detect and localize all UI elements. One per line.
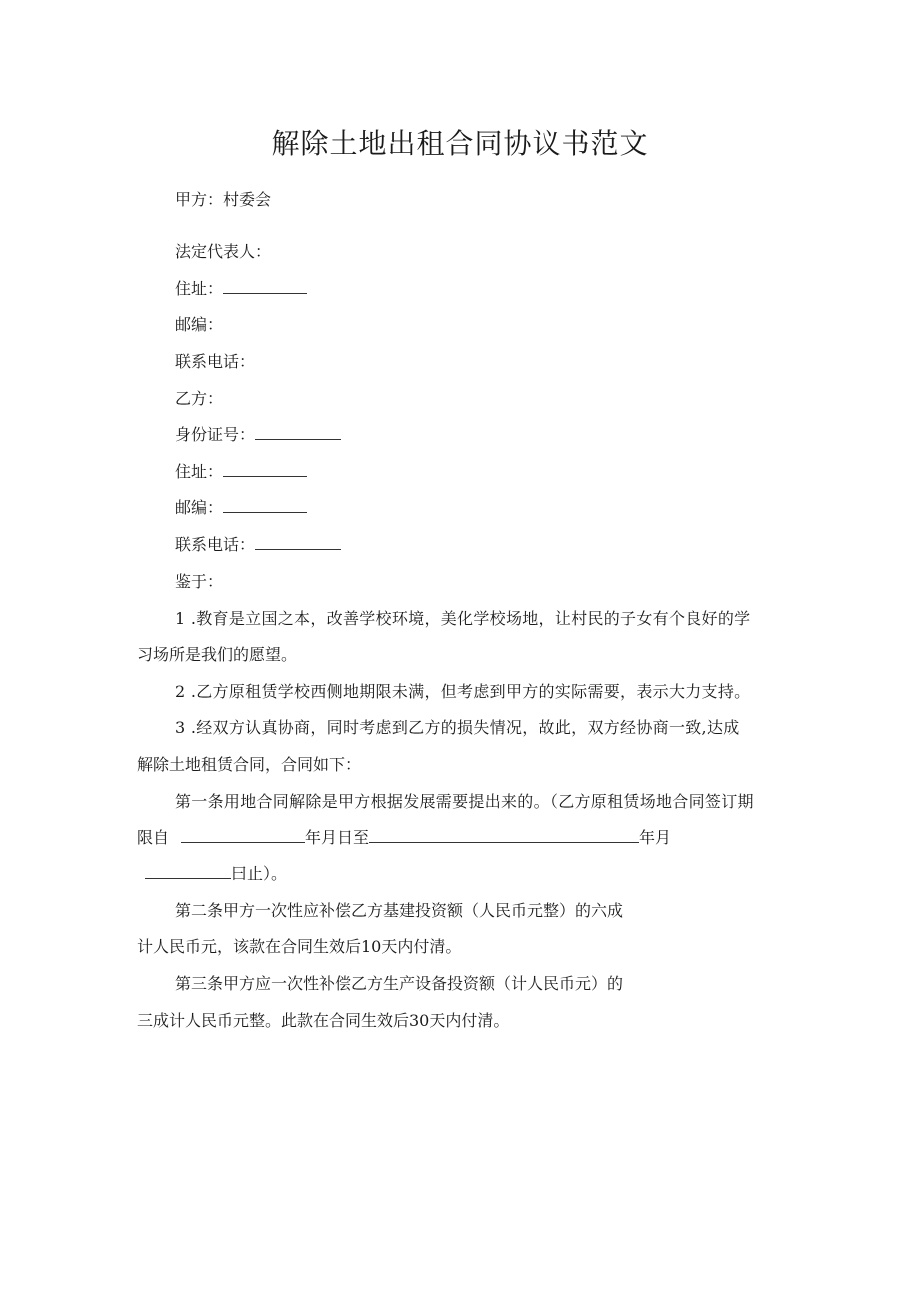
article-1-end-blank bbox=[369, 827, 639, 843]
article-1-start-blank bbox=[181, 827, 305, 843]
item-3-line-1: 3 .经双方认真协商，同时考虑到乙方的损失情况，故此，双方经协商一致,达成 bbox=[175, 718, 740, 737]
article-2-line-1: 第二条甲方一次性应补偿乙方基建投资额（人民币元整）的六成 bbox=[175, 901, 624, 920]
party-a-postcode: 邮编： bbox=[175, 315, 224, 334]
party-b-id bbox=[175, 423, 341, 447]
whereas-label: 鉴于： bbox=[175, 572, 224, 591]
item-3-line-2: 解除土地租赁合同，合同如下： bbox=[137, 755, 362, 774]
party-a-legal-rep: 法定代表人： bbox=[175, 242, 272, 261]
party-b-postcode-label: 邮编： bbox=[175, 498, 224, 517]
party-a-address-label: 住址： bbox=[175, 279, 224, 298]
document-title: 解除土地出租合同协议书范文 bbox=[271, 127, 649, 160]
party-b-address-label: 住址： bbox=[175, 462, 224, 481]
article-2-line-2: 计人民币元，该款在合同生效后10天内付清。 bbox=[137, 937, 462, 956]
party-b-address bbox=[175, 460, 307, 484]
party-a-address-blank bbox=[223, 278, 307, 294]
party-b-address-blank bbox=[223, 461, 307, 477]
article-3-line-1: 第三条甲方应一次性补偿乙方生产设备投资额（计人民币元）的 bbox=[175, 974, 624, 993]
party-a-phone: 联系电话： bbox=[175, 352, 256, 371]
article-3-line-2: 三成计人民币元整。此款在合同生效后30天内付清。 bbox=[137, 1011, 510, 1030]
party-b-line: 乙方： bbox=[175, 389, 224, 408]
item-2-line-1: 2 .乙方原租赁学校西侧地期限未满，但考虑到甲方的实际需要，表示大力支持。 bbox=[175, 682, 751, 701]
article-1-year-month: 年月 bbox=[639, 828, 672, 847]
party-a-line: 甲方：村委会 bbox=[175, 190, 272, 209]
party-b-phone-label: 联系电话： bbox=[175, 535, 256, 554]
party-a-address bbox=[175, 277, 307, 301]
article-1-end-text: 曰止）。 bbox=[231, 864, 288, 883]
party-b-postcode bbox=[175, 496, 307, 520]
article-1-line-2 bbox=[137, 826, 671, 850]
party-b-postcode-blank bbox=[223, 497, 307, 513]
article-1-line-1: 第一条用地合同解除是甲方根据发展需要提出来的。（乙方原租赁场地合同签订期 bbox=[175, 792, 754, 811]
party-b-phone-blank bbox=[255, 534, 341, 550]
article-1-line-3 bbox=[145, 862, 287, 886]
party-b-id-label: 身份证号： bbox=[175, 425, 256, 444]
party-b-phone bbox=[175, 533, 341, 557]
item-1-line-1: 1 .教育是立国之本，改善学校环境，美化学校场地，让村民的子女有个良好的学 bbox=[175, 609, 751, 628]
article-1-date-mid: 年月日至 bbox=[305, 828, 370, 847]
party-b-id-blank bbox=[255, 424, 341, 440]
item-1-line-2: 习场所是我们的愿望。 bbox=[137, 645, 298, 664]
article-1-from-label: 限自 bbox=[137, 828, 170, 847]
article-1-day-blank bbox=[145, 863, 231, 879]
